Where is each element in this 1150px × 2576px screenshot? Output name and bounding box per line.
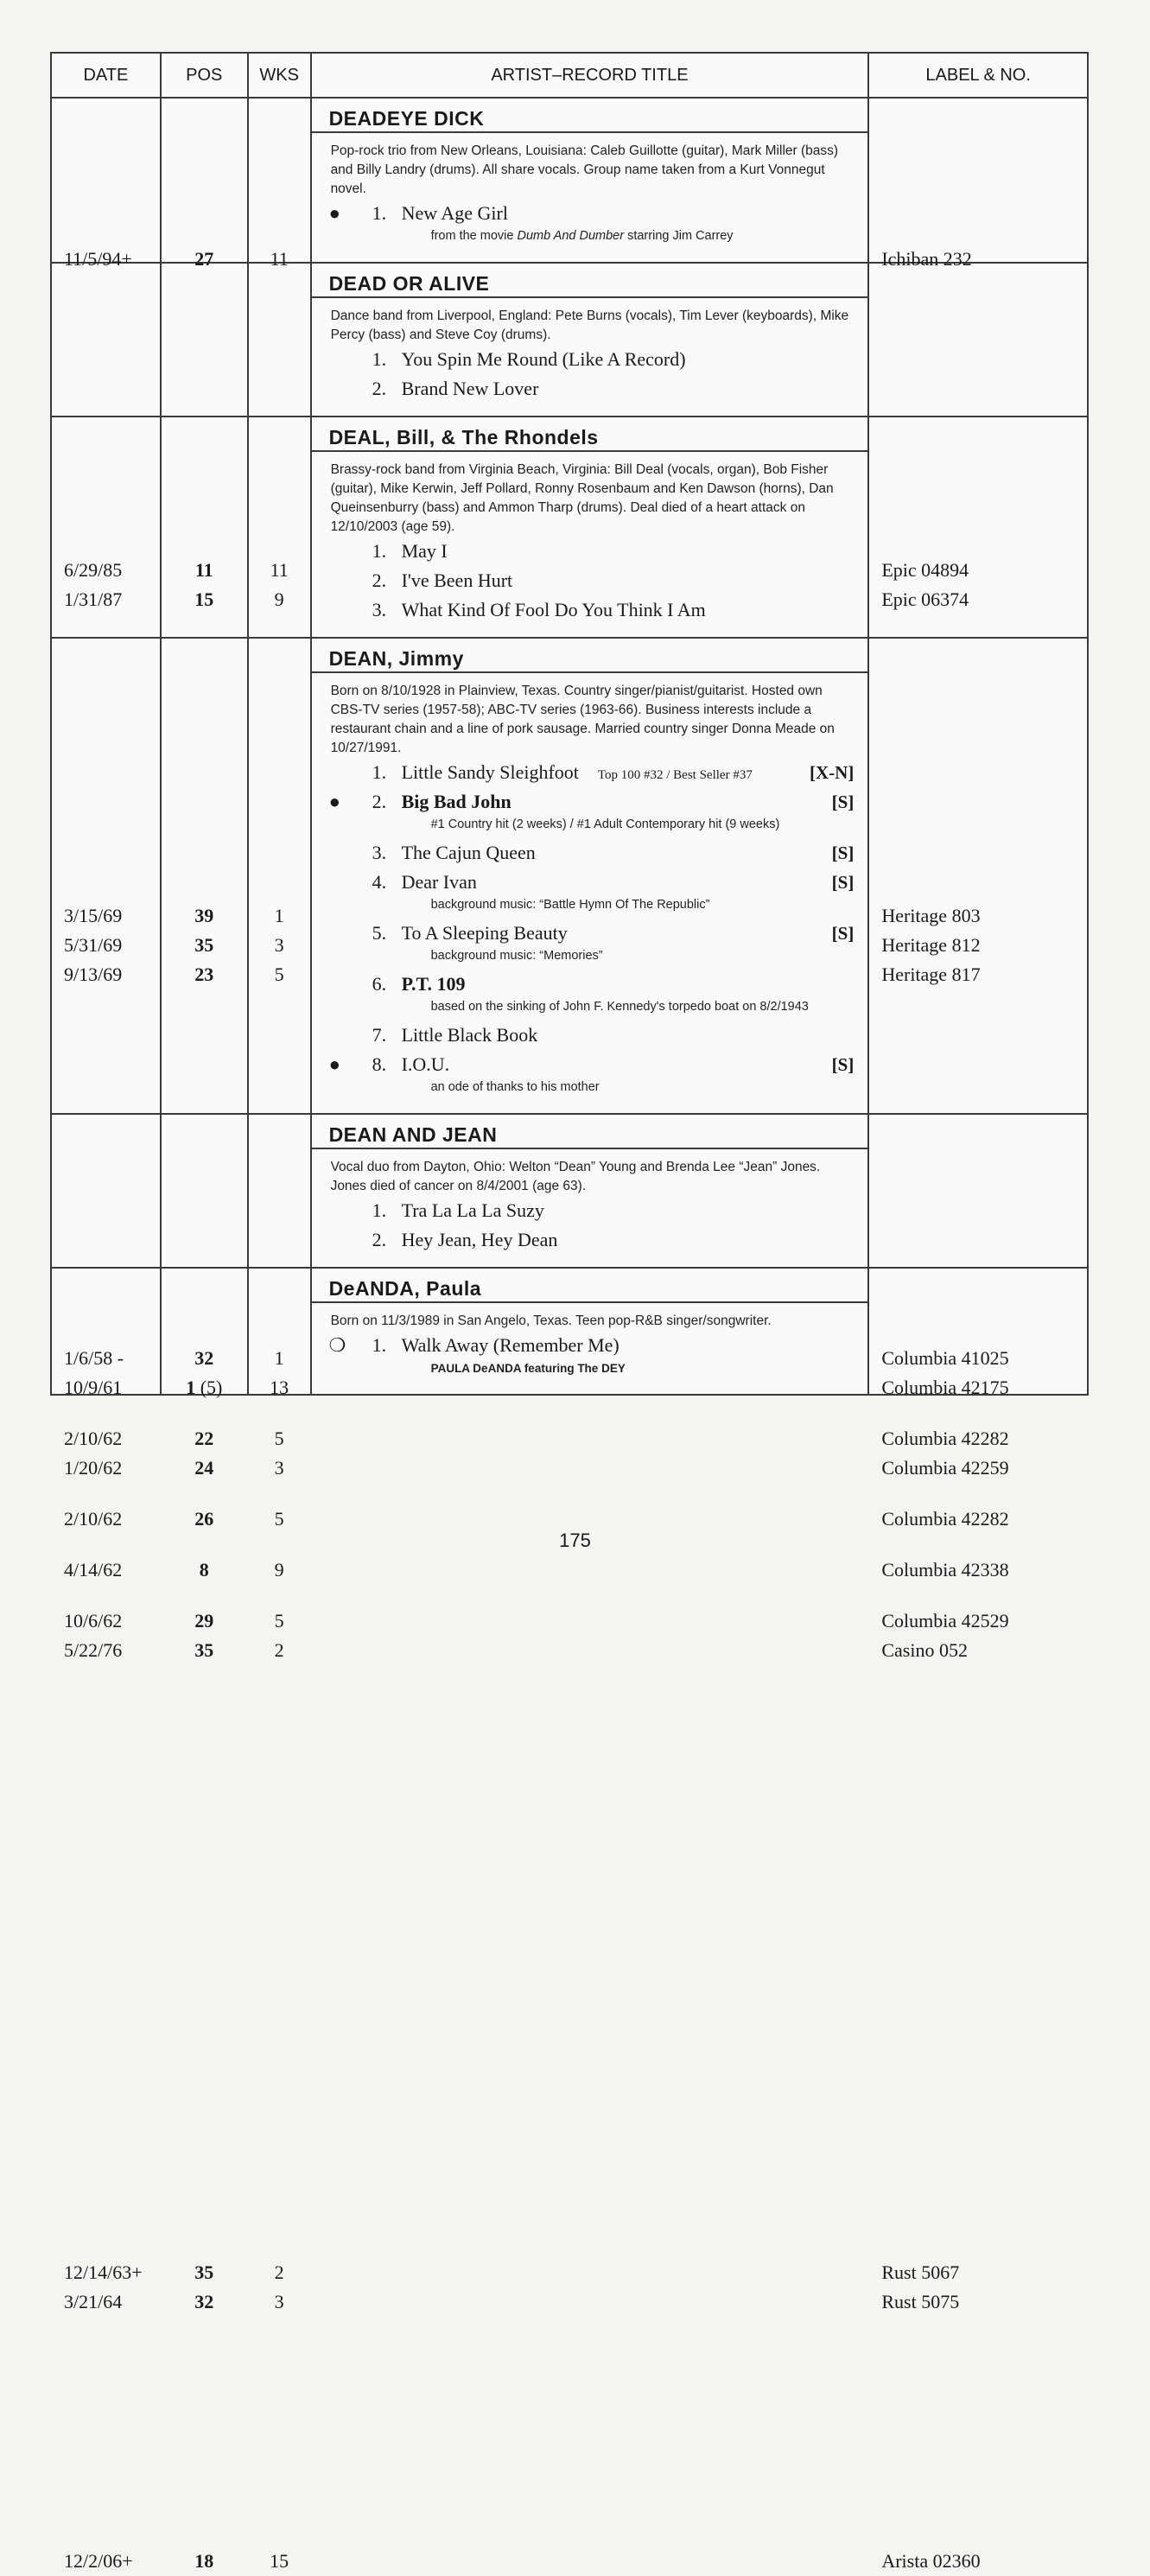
label-number: Casino 052	[881, 1639, 968, 1661]
artist-row	[51, 1114, 1088, 1268]
weeks-charted: 9	[274, 1559, 284, 1581]
gold-record-bullet-icon: ●	[328, 791, 340, 812]
artist-row	[51, 1268, 1088, 1395]
label-number: Ichiban 232	[881, 248, 972, 270]
record-format: [S]	[831, 1054, 855, 1075]
weeks-charted: 13	[270, 1377, 289, 1398]
record-number: 1.	[372, 1199, 387, 1221]
label-cell	[868, 263, 1088, 610]
record-number: 2.	[372, 378, 387, 399]
record-title: Little Black Book	[401, 1024, 538, 1046]
record-title: To A Sleeping Beauty	[401, 922, 568, 944]
weeks-charted: 5	[274, 1610, 284, 1631]
weeks-charted: 5	[274, 1428, 284, 1449]
peak-position: 26	[194, 1508, 214, 1530]
record-line	[312, 1196, 868, 1225]
peak-position: 35	[194, 2261, 214, 2283]
chart-date: 3/15/69	[64, 905, 123, 926]
wks-cell	[248, 263, 311, 610]
header-artist-record-title: ARTIST–RECORD TITLE	[311, 53, 869, 98]
record-title: I.O.U.	[401, 1053, 450, 1075]
artist-name: DEAL, Bill, & The Rhondels	[312, 417, 870, 452]
chart-date: 12/14/63+	[64, 2261, 143, 2283]
weeks-charted: 1	[274, 1347, 284, 1369]
label-number: Heritage 803	[881, 905, 981, 926]
weeks-charted: 5	[274, 964, 284, 985]
pos-cell	[161, 263, 248, 610]
header-pos: POS	[161, 53, 248, 98]
artist-body	[51, 98, 1088, 2572]
peak-position: 22	[194, 1428, 214, 1449]
pos-cell	[161, 417, 248, 985]
record-line	[312, 758, 868, 787]
weeks-charted: 5	[274, 1508, 284, 1530]
chart-date: 10/9/61	[64, 1377, 123, 1398]
record-title: Tra La La La Suzy	[401, 1199, 544, 1221]
header-row	[51, 53, 1088, 98]
artist-name: DEAN AND JEAN	[312, 1115, 870, 1149]
chart-date: 1/6/58 -	[64, 1347, 124, 1369]
record-line	[312, 787, 868, 817]
label-number: Heritage 812	[881, 934, 981, 956]
record-number: 3.	[372, 599, 387, 620]
record-title: The Cajun Queen	[401, 842, 536, 863]
record-line	[312, 345, 868, 374]
record-title: You Spin Me Round (Like A Record)	[401, 348, 686, 370]
artist-name: DEAD OR ALIVE	[312, 264, 870, 298]
record-title: Brand New Lover	[401, 378, 539, 399]
peak-position: 11	[194, 559, 213, 581]
record-number: 4.	[372, 871, 387, 893]
weeks-charted: 9	[274, 588, 284, 610]
chart-date: 3/21/64	[64, 2291, 123, 2312]
peak-position: 18	[194, 2550, 214, 2572]
artist-bio: Pop-rock trio from New Orleans, Louisiana: Caleb Guillotte (guitar), Mark Miller (bass) and Billy Landry (drums). All share vocals. Group name taken from a Kurt Vonnegut novel.	[330, 143, 839, 196]
record-title: P.T. 109	[401, 973, 466, 995]
header-wks: WKS	[248, 53, 311, 98]
artist-entry	[311, 98, 869, 263]
record-title: Walk Away (Remember Me)	[401, 1334, 619, 1356]
record-title: Hey Jean, Hey Dean	[401, 1229, 558, 1250]
peak-position: 32	[194, 2291, 214, 2312]
wks-cell	[248, 417, 311, 985]
weeks-at-peak: (5)	[200, 1377, 223, 1398]
record-note: background music: “Memories”	[430, 949, 603, 963]
record-number: 1.	[372, 761, 387, 783]
peak-position: 35	[194, 1639, 214, 1661]
record-title: I've Been Hurt	[401, 569, 513, 591]
artist-bio: Born on 8/10/1928 in Plainview, Texas. Country singer/pianist/guitarist. Hosted own CBS-TV series (1957-58); ABC-TV series (1963-66). Business interests include a restaurant chain and a line of pork sausage. Married country singer Donna Meade on 10/27/1991.	[330, 684, 835, 755]
entry-spacer	[312, 1255, 868, 1267]
peak-position: 39	[194, 905, 214, 926]
record-number: 2.	[372, 1229, 387, 1250]
label-number: Rust 5075	[881, 2291, 960, 2312]
artist-row	[51, 98, 1088, 263]
record-note	[312, 228, 868, 250]
peak-position: 24	[194, 1457, 214, 1479]
wks-cell	[248, 1268, 311, 2572]
label-number: Heritage 817	[881, 964, 981, 985]
date-cell	[51, 638, 161, 1661]
weeks-charted: 3	[274, 934, 284, 956]
label-number: Columbia 42175	[881, 1377, 1009, 1398]
label-number: Columbia 42259	[881, 1457, 1009, 1479]
label-number: Columbia 42338	[881, 1559, 1009, 1581]
chart-position-note: Top 100 #32 / Best Seller #37	[597, 768, 753, 782]
record-note: background music: “Battle Hymn Of The Republic”	[430, 898, 710, 912]
chart-date: 5/31/69	[64, 934, 123, 956]
record-number: 3.	[372, 842, 387, 863]
peak-position: 29	[194, 1610, 214, 1631]
artist-row	[51, 638, 1088, 1114]
record-number: 5.	[372, 922, 387, 944]
record-title: New Age Girl	[401, 202, 508, 224]
artist-bio: Dance band from Liverpool, England: Pete Burns (vocals), Tim Lever (keyboards), Mike Percy (bass) and Steve Coy (drums).	[330, 308, 849, 342]
record-note: an ode of thanks to his mother	[430, 1080, 600, 1094]
label-number: Rust 5067	[881, 2261, 960, 2283]
record-format: [X-N]	[810, 762, 855, 783]
record-number: 6.	[372, 973, 387, 995]
record-line	[312, 1021, 868, 1050]
record-line	[312, 838, 868, 868]
chart-date: 5/22/76	[64, 1639, 123, 1661]
chart-date: 2/10/62	[64, 1428, 123, 1449]
artist-bio: Vocal duo from Dayton, Ohio: Welton “Dean” Young and Brenda Lee “Jean” Jones. Jones died of cancer on 8/4/2001 (age 63).	[330, 1160, 821, 1193]
weeks-charted: 15	[270, 2550, 289, 2572]
peak-position: 27	[194, 248, 214, 270]
record-number: 2.	[372, 569, 387, 591]
record-note-part: starring Jim Carrey	[624, 229, 734, 243]
chart-table	[50, 52, 1089, 2572]
wks-cell	[248, 98, 311, 270]
record-title: Big Bad John	[401, 791, 511, 812]
record-note-part: Dumb And Dumber	[517, 229, 625, 243]
artist-name: DEADEYE DICK	[312, 99, 870, 133]
record-line	[312, 374, 868, 404]
artist-entry	[311, 263, 869, 417]
entry-spacer	[312, 1101, 868, 1113]
record-title: Dear Ivan	[401, 871, 477, 893]
entry-spacer	[312, 404, 868, 416]
chart-date: 12/2/06+	[64, 2550, 133, 2572]
header-label-and-number: LABEL & NO.	[868, 53, 1088, 98]
label-cell	[868, 417, 1088, 985]
artist-entry	[311, 1268, 869, 1395]
chart-date: 9/13/69	[64, 964, 123, 985]
weeks-charted: 2	[274, 2261, 284, 2283]
artist-row	[51, 417, 1088, 638]
record-line	[312, 595, 868, 625]
record-number: 8.	[372, 1053, 387, 1075]
record-line	[312, 537, 868, 566]
peak-position-value: 1	[186, 1377, 196, 1398]
chart-date: 4/14/62	[64, 1559, 123, 1581]
peak-position: 8	[199, 1559, 209, 1581]
chart-date: 11/5/94+	[64, 248, 132, 270]
page-number: 175	[559, 1530, 591, 1551]
record-title: May I	[401, 540, 448, 562]
weeks-charted: 3	[274, 2291, 284, 2312]
label-number: Columbia 42282	[881, 1428, 1009, 1449]
gold-record-bullet-icon: ●	[328, 1053, 340, 1075]
weeks-charted: 1	[274, 905, 284, 926]
record-number: 1.	[372, 1334, 387, 1356]
artist-entry	[311, 638, 869, 1114]
entry-spacer	[312, 625, 868, 637]
record-number: 1.	[372, 348, 387, 370]
open-circle-bullet-icon: ❍	[328, 1334, 346, 1356]
record-line	[312, 566, 868, 595]
record-line	[312, 1050, 868, 1079]
record-note: PAULA DeANDA featuring The DEY	[430, 1362, 626, 1375]
gold-record-bullet-icon: ●	[328, 202, 340, 224]
chart-date: 10/6/62	[64, 1610, 123, 1631]
label-number: Columbia 42529	[881, 1610, 1009, 1631]
record-title: Little Sandy Sleighfoot	[401, 761, 579, 783]
entry-spacer	[312, 250, 868, 262]
record-note: #1 Country hit (2 weeks) / #1 Adult Contemporary hit (9 weeks)	[430, 817, 780, 831]
label-cell	[868, 98, 1088, 270]
record-line	[312, 919, 868, 948]
chart-date: 2/10/62	[64, 1508, 123, 1530]
chart-date: 6/29/85	[64, 559, 123, 581]
record-line	[312, 868, 868, 897]
record-note-part: from the movie	[430, 229, 518, 243]
wks-cell	[248, 638, 311, 1661]
weeks-charted: 11	[270, 559, 289, 581]
record-line	[312, 1225, 868, 1255]
chart-date: 1/20/62	[64, 1457, 123, 1479]
weeks-charted: 2	[274, 1639, 284, 1661]
record-line	[312, 1331, 868, 1360]
label-cell	[868, 638, 1088, 1661]
label-number: Arista 02360	[881, 2550, 981, 2572]
header-date: DATE	[51, 53, 161, 98]
peak-position: 15	[194, 588, 214, 610]
label-number: Epic 04894	[881, 559, 969, 581]
pos-cell	[161, 98, 248, 270]
record-number: 7.	[372, 1024, 387, 1046]
artist-bio: Brassy-rock band from Virginia Beach, Virginia: Bill Deal (vocals, organ), Bob Fisher (guitar), Mike Kerwin, Jeff Pollard, Ronny Rosenbaum and Ken Dawson (horns), Dan Queinsenburry (bass) and Ammon Tharp (drums). Deal died of a heart attack on 12/10/2003 (age 59).	[330, 462, 834, 534]
peak-position: 32	[194, 1347, 214, 1369]
pos-cell	[161, 638, 248, 1661]
record-title: What Kind Of Fool Do You Think I Am	[401, 599, 706, 620]
date-cell	[51, 263, 161, 610]
artist-row	[51, 263, 1088, 417]
record-number: 2.	[372, 791, 387, 812]
record-line	[312, 970, 868, 999]
date-cell	[51, 98, 161, 270]
artist-name: DeANDA, Paula	[312, 1269, 870, 1303]
label-number: Columbia 41025	[881, 1347, 1009, 1369]
artist-name: DEAN, Jimmy	[312, 639, 870, 673]
date-cell	[51, 417, 161, 985]
artist-entry	[311, 417, 869, 638]
peak-position: 35	[194, 934, 214, 956]
record-note: based on the sinking of John F. Kennedy's torpedo boat on 8/2/1943	[430, 1000, 809, 1014]
weeks-charted: 11	[270, 248, 289, 270]
artist-entry	[311, 1114, 869, 1268]
chart-date: 1/31/87	[64, 588, 123, 610]
label-number: Columbia 42282	[881, 1508, 1009, 1530]
record-format: [S]	[831, 843, 855, 863]
record-number: 1.	[372, 540, 387, 562]
record-format: [S]	[831, 923, 855, 944]
weeks-charted: 3	[274, 1457, 284, 1479]
record-line	[312, 199, 868, 228]
label-number: Epic 06374	[881, 588, 969, 610]
record-format: [S]	[831, 872, 855, 893]
peak-position: 23	[194, 964, 214, 985]
record-number: 1.	[372, 202, 387, 224]
artist-bio: Born on 11/3/1989 in San Angelo, Texas. Teen pop-R&B singer/songwriter.	[330, 1313, 772, 1328]
record-format: [S]	[831, 792, 855, 812]
entry-spacer	[312, 1382, 868, 1394]
